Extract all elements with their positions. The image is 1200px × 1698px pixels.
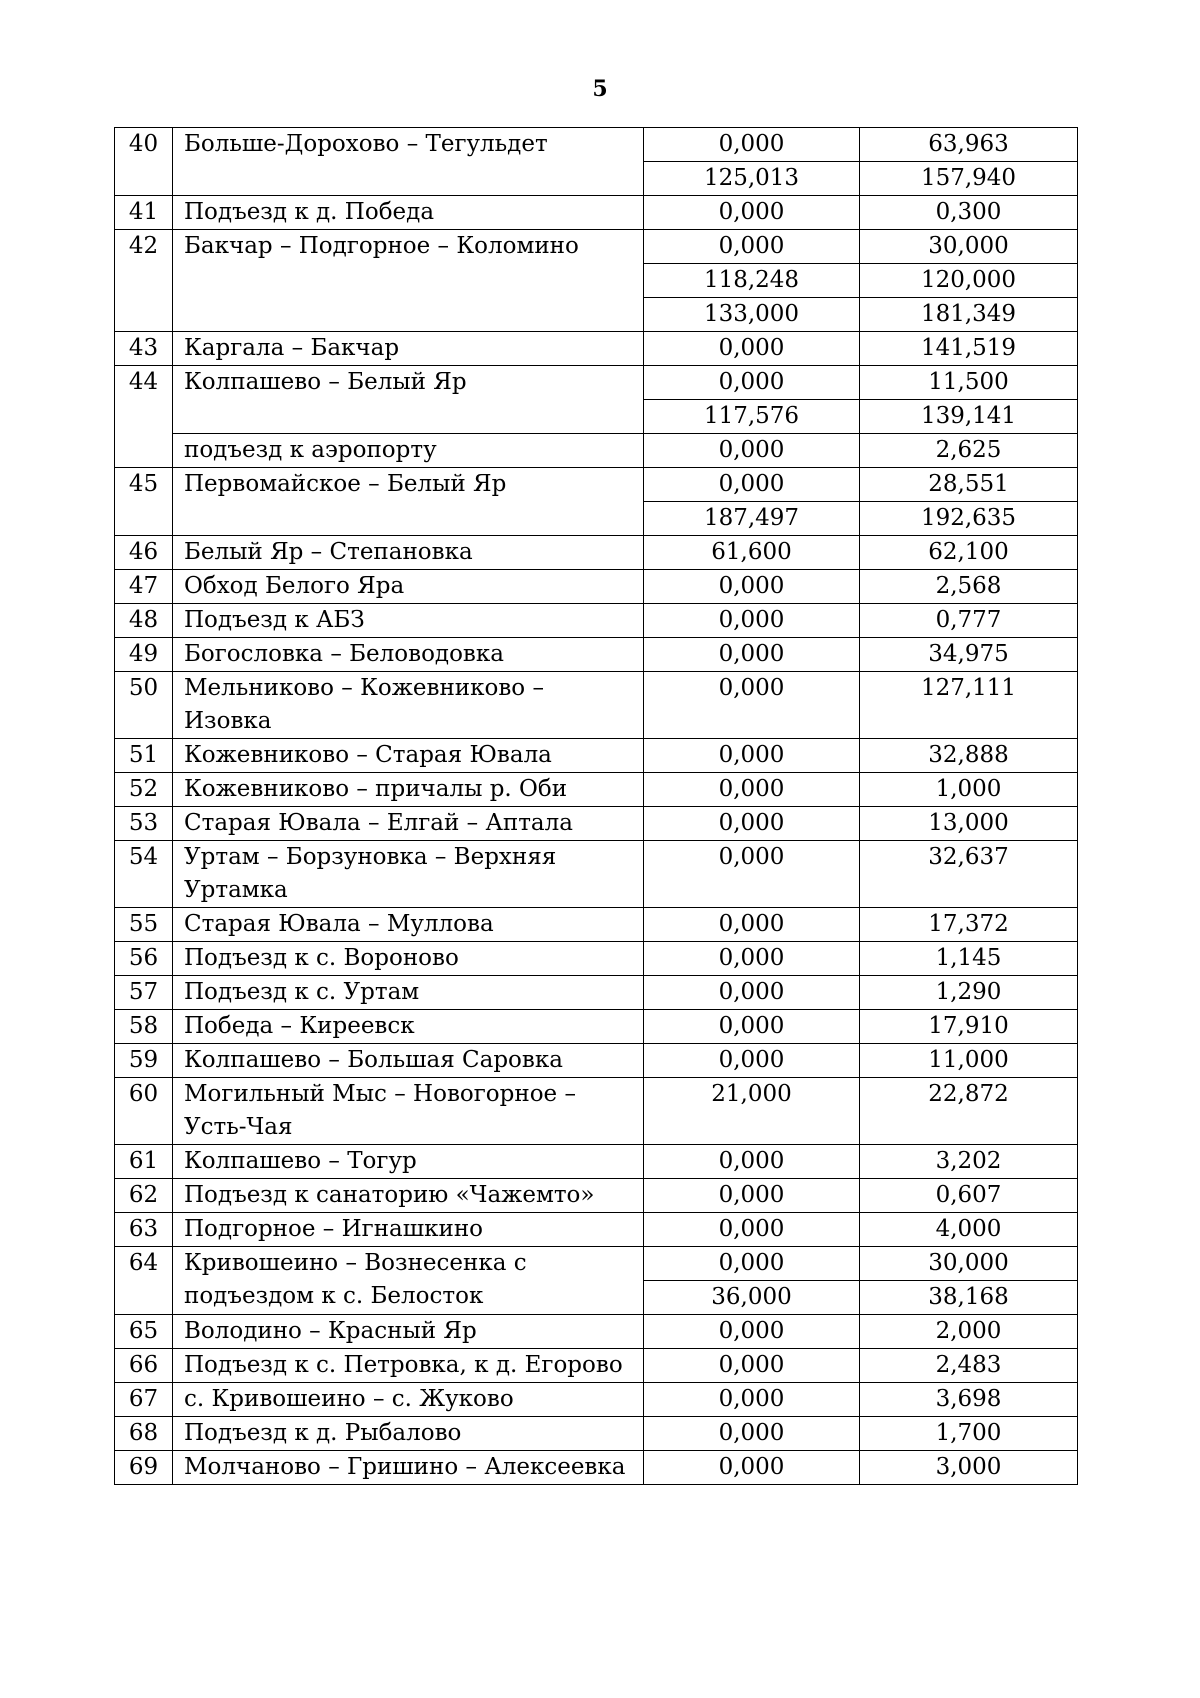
km-start: 0,000	[644, 434, 860, 468]
road-name: Кожевниково – причалы р. Оби	[173, 773, 644, 807]
row-number: 57	[115, 976, 173, 1010]
km-end: 2,483	[860, 1349, 1078, 1383]
km-start: 0,000	[644, 1145, 860, 1179]
road-name: Кожевниково – Старая Ювала	[173, 739, 644, 773]
km-end: 11,500	[860, 366, 1078, 400]
km-start: 125,013	[644, 162, 860, 196]
km-end: 181,349	[860, 298, 1078, 332]
table-row	[115, 807, 1078, 841]
km-start: 0,000	[644, 638, 860, 672]
table-row	[115, 366, 1078, 400]
km-start: 0,000	[644, 196, 860, 230]
table-row	[115, 1078, 1078, 1145]
road-name: Подъезд к с. Вороново	[173, 942, 644, 976]
page-number: 5	[592, 76, 608, 102]
road-name: Богословка – Беловодовка	[173, 638, 644, 672]
km-end: 63,963	[860, 128, 1078, 162]
road-name: Подгорное – Игнашкино	[173, 1213, 644, 1247]
table-row	[115, 1213, 1078, 1247]
row-number: 42	[115, 230, 173, 332]
km-start: 0,000	[644, 942, 860, 976]
km-end: 62,100	[860, 536, 1078, 570]
table-row	[115, 536, 1078, 570]
table-row	[115, 638, 1078, 672]
km-end: 0,777	[860, 604, 1078, 638]
km-end: 0,607	[860, 1179, 1078, 1213]
road-name: Могильный Мыс – Новогорное – Усть-Чая	[173, 1078, 644, 1145]
km-end: 22,872	[860, 1078, 1078, 1145]
row-number: 52	[115, 773, 173, 807]
km-end: 0,300	[860, 196, 1078, 230]
km-end: 3,202	[860, 1145, 1078, 1179]
road-name: Белый Яр – Степановка	[173, 536, 644, 570]
km-end: 13,000	[860, 807, 1078, 841]
table-row	[115, 672, 1078, 739]
road-name-line: подъездом к с. Белосток	[184, 1283, 484, 1309]
km-end: 38,168	[860, 1281, 1078, 1315]
table-row	[115, 942, 1078, 976]
road-name: Колпашево – Тогур	[173, 1145, 644, 1179]
table-row	[115, 1247, 1078, 1281]
road-name: подъезд к аэропорту	[173, 434, 644, 468]
roads-table	[114, 127, 1078, 1485]
km-end: 120,000	[860, 264, 1078, 298]
km-start: 0,000	[644, 332, 860, 366]
km-start: 0,000	[644, 1451, 860, 1485]
road-name: Бакчар – Подгорное – Коломино	[173, 230, 644, 332]
km-end: 34,975	[860, 638, 1078, 672]
km-start: 0,000	[644, 841, 860, 908]
km-end: 1,290	[860, 976, 1078, 1010]
km-start: 0,000	[644, 1315, 860, 1349]
road-name: Подъезд к с. Уртам	[173, 976, 644, 1010]
km-start: 0,000	[644, 672, 860, 739]
table-row	[115, 1145, 1078, 1179]
km-end: 141,519	[860, 332, 1078, 366]
km-start: 117,576	[644, 400, 860, 434]
table-row	[115, 841, 1078, 908]
km-end: 2,625	[860, 434, 1078, 468]
row-number: 62	[115, 1179, 173, 1213]
km-start: 0,000	[644, 1044, 860, 1078]
row-number: 43	[115, 332, 173, 366]
row-number: 54	[115, 841, 173, 908]
table-row	[115, 570, 1078, 604]
km-end: 3,698	[860, 1383, 1078, 1417]
km-start: 0,000	[644, 976, 860, 1010]
km-end: 32,888	[860, 739, 1078, 773]
km-start: 0,000	[644, 807, 860, 841]
table-row	[115, 332, 1078, 366]
table-row	[115, 1417, 1078, 1451]
road-name: Молчаново – Гришино – Алексеевка	[173, 1451, 644, 1485]
km-start: 0,000	[644, 739, 860, 773]
km-end: 1,145	[860, 942, 1078, 976]
km-start: 0,000	[644, 908, 860, 942]
km-start: 187,497	[644, 502, 860, 536]
km-start: 118,248	[644, 264, 860, 298]
road-name: Каргала – Бакчар	[173, 332, 644, 366]
km-start: 0,000	[644, 1010, 860, 1044]
row-number: 58	[115, 1010, 173, 1044]
row-number: 51	[115, 739, 173, 773]
road-name: Больше-Дорохово – Тегульдет	[173, 128, 644, 196]
km-start: 133,000	[644, 298, 860, 332]
road-name-line: Кривошеино – Вознесенка с	[184, 1250, 527, 1276]
row-number: 56	[115, 942, 173, 976]
table-row	[115, 1044, 1078, 1078]
road-name: Мельниково – Кожевниково – Изовка	[173, 672, 644, 739]
row-number: 60	[115, 1078, 173, 1145]
km-start: 21,000	[644, 1078, 860, 1145]
km-end: 30,000	[860, 1247, 1078, 1281]
table-row	[115, 1010, 1078, 1044]
road-name: Обход Белого Яра	[173, 570, 644, 604]
table-row	[115, 1451, 1078, 1485]
row-number: 67	[115, 1383, 173, 1417]
km-start: 0,000	[644, 1247, 860, 1281]
km-end: 127,111	[860, 672, 1078, 739]
km-end: 30,000	[860, 230, 1078, 264]
table-row	[115, 1349, 1078, 1383]
row-number: 50	[115, 672, 173, 739]
row-number: 68	[115, 1417, 173, 1451]
table-row	[115, 196, 1078, 230]
table-row	[115, 739, 1078, 773]
road-name: Старая Ювала – Муллова	[173, 908, 644, 942]
km-end: 192,635	[860, 502, 1078, 536]
road-name: Колпашево – Большая Саровка	[173, 1044, 644, 1078]
km-end: 17,910	[860, 1010, 1078, 1044]
km-end: 139,141	[860, 400, 1078, 434]
road-name: Подъезд к АБЗ	[173, 604, 644, 638]
row-number: 47	[115, 570, 173, 604]
km-start: 0,000	[644, 468, 860, 502]
road-name: Победа – Киреевск	[173, 1010, 644, 1044]
row-number: 45	[115, 468, 173, 536]
road-name: Уртам – Борзуновка – Верхняя Уртамка	[173, 841, 644, 908]
row-number: 48	[115, 604, 173, 638]
table-row	[115, 1383, 1078, 1417]
row-number: 61	[115, 1145, 173, 1179]
road-name: Старая Ювала – Елгай – Аптала	[173, 807, 644, 841]
row-number: 65	[115, 1315, 173, 1349]
table-row	[115, 1179, 1078, 1213]
km-end: 11,000	[860, 1044, 1078, 1078]
row-number: 40	[115, 128, 173, 196]
km-start: 0,000	[644, 1213, 860, 1247]
row-number: 69	[115, 1451, 173, 1485]
km-end: 4,000	[860, 1213, 1078, 1247]
km-end: 28,551	[860, 468, 1078, 502]
km-end: 157,940	[860, 162, 1078, 196]
table-row	[115, 128, 1078, 162]
km-end: 17,372	[860, 908, 1078, 942]
row-number: 59	[115, 1044, 173, 1078]
row-number: 55	[115, 908, 173, 942]
road-name	[173, 1247, 644, 1315]
road-name: Подъезд к с. Петровка, к д. Егорово	[173, 1349, 644, 1383]
row-number: 64	[115, 1247, 173, 1315]
row-number: 46	[115, 536, 173, 570]
km-end: 1,000	[860, 773, 1078, 807]
table-row	[115, 1315, 1078, 1349]
table-row	[115, 434, 1078, 468]
road-name: Подъезд к д. Рыбалово	[173, 1417, 644, 1451]
road-name: Колпашево – Белый Яр	[173, 366, 644, 434]
km-start: 36,000	[644, 1281, 860, 1315]
km-start: 0,000	[644, 1383, 860, 1417]
km-start: 0,000	[644, 604, 860, 638]
road-name: Первомайское – Белый Яр	[173, 468, 644, 536]
km-end: 3,000	[860, 1451, 1078, 1485]
road-name: Подъезд к санаторию «Чажемто»	[173, 1179, 644, 1213]
km-start: 0,000	[644, 1349, 860, 1383]
km-start: 0,000	[644, 570, 860, 604]
row-number: 66	[115, 1349, 173, 1383]
km-start: 61,600	[644, 536, 860, 570]
row-number: 44	[115, 366, 173, 468]
km-end: 2,000	[860, 1315, 1078, 1349]
road-name: Подъезд к д. Победа	[173, 196, 644, 230]
row-number: 63	[115, 1213, 173, 1247]
km-end: 2,568	[860, 570, 1078, 604]
row-number: 49	[115, 638, 173, 672]
km-start: 0,000	[644, 1417, 860, 1451]
km-end: 32,637	[860, 841, 1078, 908]
km-start: 0,000	[644, 1179, 860, 1213]
road-name: Володино – Красный Яр	[173, 1315, 644, 1349]
table-row	[115, 773, 1078, 807]
table-row	[115, 230, 1078, 264]
km-start: 0,000	[644, 128, 860, 162]
table-row	[115, 468, 1078, 502]
row-number: 41	[115, 196, 173, 230]
table-row	[115, 604, 1078, 638]
km-start: 0,000	[644, 366, 860, 400]
table-row	[115, 976, 1078, 1010]
km-start: 0,000	[644, 773, 860, 807]
km-end: 1,700	[860, 1417, 1078, 1451]
road-name: с. Кривошеино – с. Жуково	[173, 1383, 644, 1417]
row-number: 53	[115, 807, 173, 841]
km-start: 0,000	[644, 230, 860, 264]
table-row	[115, 908, 1078, 942]
